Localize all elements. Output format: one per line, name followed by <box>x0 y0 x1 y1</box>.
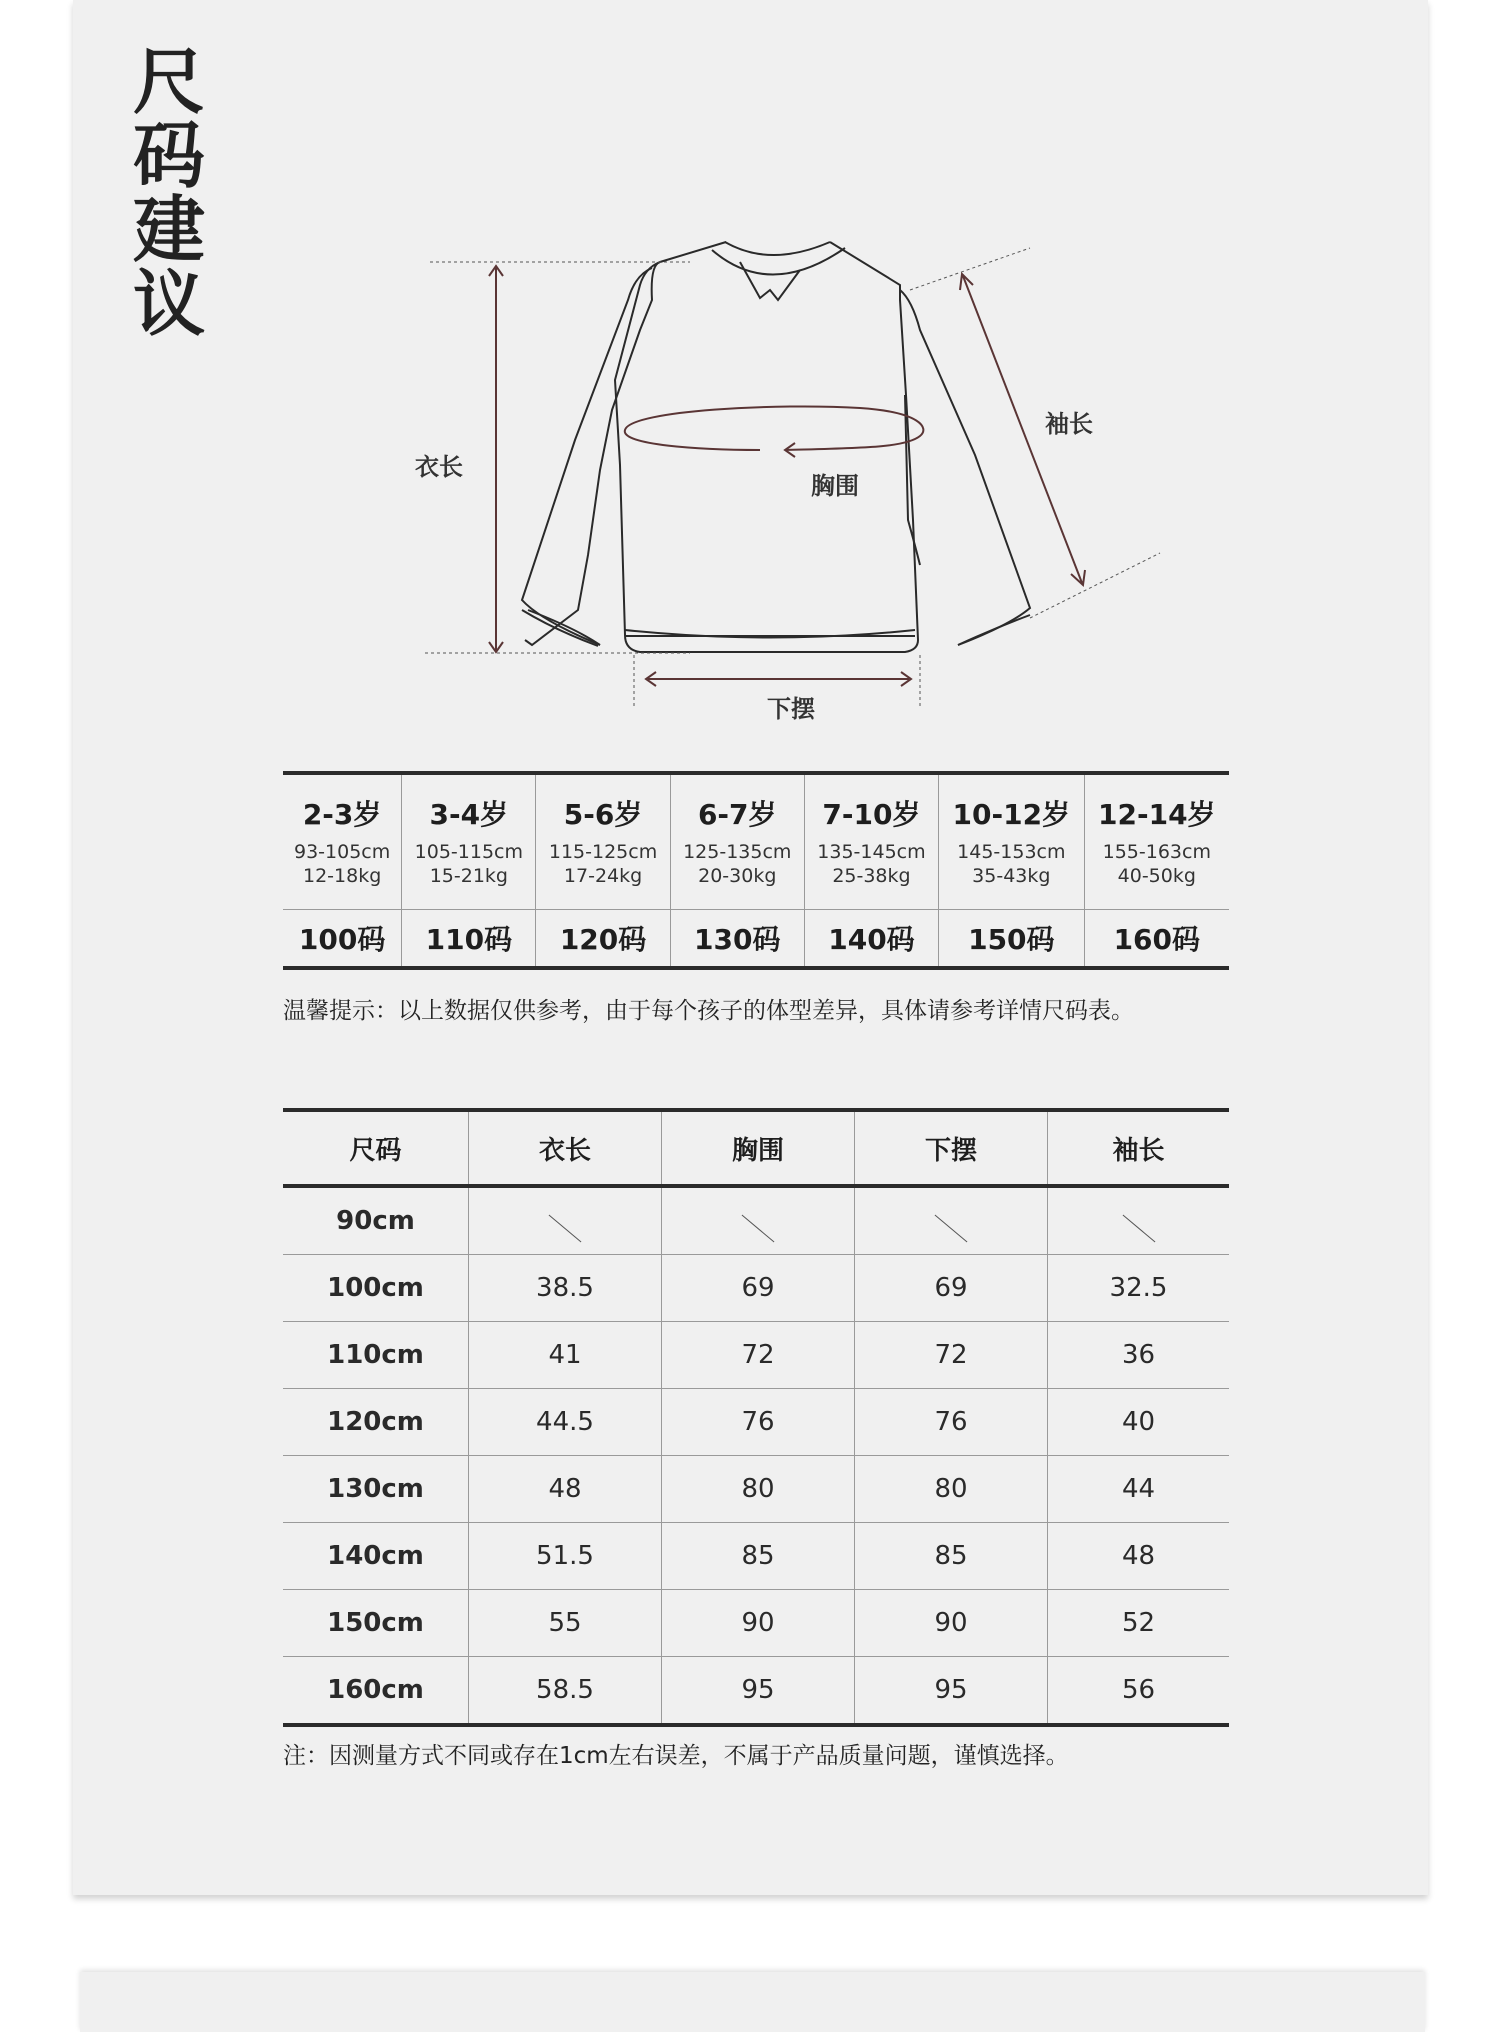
table-row <box>283 1255 1229 1322</box>
height-text: 155-163cm <box>1102 841 1211 863</box>
size-cell: 100cm <box>283 1255 469 1322</box>
tip-text: 温馨提示：以上数据仅供参考，由于每个孩子的体型差异，具体请参考详情尺码表。 <box>283 998 1134 1024</box>
header-chest: 胸围 <box>662 1110 855 1186</box>
age-text: 7-10岁 <box>822 798 921 831</box>
value-cell: 44 <box>1048 1456 1230 1523</box>
size-cell: 110cm <box>283 1322 469 1389</box>
height-text: 115-125cm <box>548 841 658 863</box>
age-size-table <box>283 771 1229 970</box>
value-cell: 38.5 <box>469 1255 662 1322</box>
height-text: 135-145cm <box>817 841 926 863</box>
age-text: 3-4岁 <box>429 798 509 831</box>
measurement-table <box>283 1108 1229 1727</box>
size-code: 160码 <box>1084 910 1229 969</box>
age-text: 6-7岁 <box>697 798 777 831</box>
value-cell: 56 <box>1048 1657 1230 1726</box>
value-cell: 72 <box>662 1322 855 1389</box>
table-row <box>283 1389 1229 1456</box>
slash-mark <box>1122 1215 1155 1243</box>
note-text: 注：因测量方式不同或存在1cm左右误差，不属于产品质量问题，谨慎选择。 <box>283 1743 1069 1769</box>
slash-mark <box>549 1215 582 1243</box>
hem-label: 下摆 <box>767 695 815 723</box>
age-cell <box>670 773 804 910</box>
shirt-diagram <box>0 0 1500 720</box>
age-cell <box>1084 773 1229 910</box>
header-hem: 下摆 <box>855 1110 1048 1186</box>
value-cell: 90 <box>855 1590 1048 1657</box>
weight-text: 17-24kg <box>563 865 643 887</box>
age-cell <box>283 773 402 910</box>
sleeve-label: 袖长 <box>1045 410 1093 438</box>
weight-text: 12-18kg <box>302 865 382 887</box>
size-cell: 140cm <box>283 1523 469 1590</box>
value-cell: 40 <box>1048 1389 1230 1456</box>
slash-mark <box>742 1215 775 1243</box>
value-cell: 48 <box>469 1456 662 1523</box>
size-cell: 130cm <box>283 1456 469 1523</box>
size-code: 110码 <box>402 910 536 969</box>
value-cell: 69 <box>855 1255 1048 1322</box>
size-code: 100码 <box>283 910 402 969</box>
value-cell: 80 <box>662 1456 855 1523</box>
title-char: 尺 <box>133 40 206 124</box>
value-cell: 48 <box>1048 1523 1230 1590</box>
table-row <box>283 1657 1229 1726</box>
age-text: 2-3岁 <box>302 798 382 831</box>
value-cell: 85 <box>662 1523 855 1590</box>
slash-mark <box>935 1215 968 1243</box>
weight-text: 20-30kg <box>698 865 777 887</box>
value-cell: 36 <box>1048 1322 1230 1389</box>
empty-cell <box>855 1186 1048 1255</box>
size-code: 120码 <box>536 910 670 969</box>
value-cell: 76 <box>855 1389 1048 1456</box>
size-code: 150码 <box>939 910 1085 969</box>
age-cell <box>402 773 536 910</box>
height-text: 145-153cm <box>957 841 1066 863</box>
value-cell: 32.5 <box>1048 1255 1230 1322</box>
empty-cell <box>469 1186 662 1255</box>
title-char: 建 <box>133 188 206 272</box>
value-cell: 85 <box>855 1523 1048 1590</box>
empty-cell <box>1048 1186 1230 1255</box>
value-cell: 69 <box>662 1255 855 1322</box>
size-code: 140码 <box>804 910 938 969</box>
value-cell: 52 <box>1048 1590 1230 1657</box>
header-size: 尺码 <box>283 1110 469 1186</box>
size-code: 130码 <box>670 910 804 969</box>
value-cell: 72 <box>855 1322 1048 1389</box>
size-cell: 150cm <box>283 1590 469 1657</box>
weight-text: 35-43kg <box>972 865 1051 887</box>
length-label: 衣长 <box>415 453 463 481</box>
table-row <box>283 1456 1229 1523</box>
next-panel-edge <box>80 1972 1425 2032</box>
height-text: 125-135cm <box>683 841 792 863</box>
value-cell: 76 <box>662 1389 855 1456</box>
weight-text: 15-21kg <box>429 865 508 887</box>
table-row <box>283 1590 1229 1657</box>
weight-text: 25-38kg <box>832 865 911 887</box>
value-cell: 44.5 <box>469 1389 662 1456</box>
size-cell: 120cm <box>283 1389 469 1456</box>
age-cell <box>536 773 670 910</box>
table-row <box>283 1322 1229 1389</box>
table-row <box>283 1523 1229 1590</box>
age-text: 5-6岁 <box>563 798 643 831</box>
size-cell: 160cm <box>283 1657 469 1726</box>
age-cell <box>939 773 1085 910</box>
weight-text: 40-50kg <box>1117 865 1196 887</box>
header-sleeve: 袖长 <box>1048 1110 1230 1186</box>
value-cell: 58.5 <box>469 1657 662 1726</box>
value-cell: 95 <box>662 1657 855 1726</box>
header-length: 衣长 <box>469 1110 662 1186</box>
age-text: 12-14岁 <box>1098 798 1216 831</box>
value-cell: 90 <box>662 1590 855 1657</box>
chest-label: 胸围 <box>811 472 859 500</box>
size-cell: 90cm <box>283 1186 469 1255</box>
age-text: 10-12岁 <box>952 798 1071 831</box>
value-cell: 41 <box>469 1322 662 1389</box>
height-text: 105-115cm <box>414 841 524 863</box>
value-cell: 55 <box>469 1590 662 1657</box>
title-char: 议 <box>133 262 206 346</box>
title-char: 码 <box>133 114 206 198</box>
value-cell: 51.5 <box>469 1523 662 1590</box>
table-row <box>283 1186 1229 1255</box>
age-cell <box>804 773 938 910</box>
value-cell: 80 <box>855 1456 1048 1523</box>
height-text: 93-105cm <box>293 841 391 863</box>
empty-cell <box>662 1186 855 1255</box>
value-cell: 95 <box>855 1657 1048 1726</box>
